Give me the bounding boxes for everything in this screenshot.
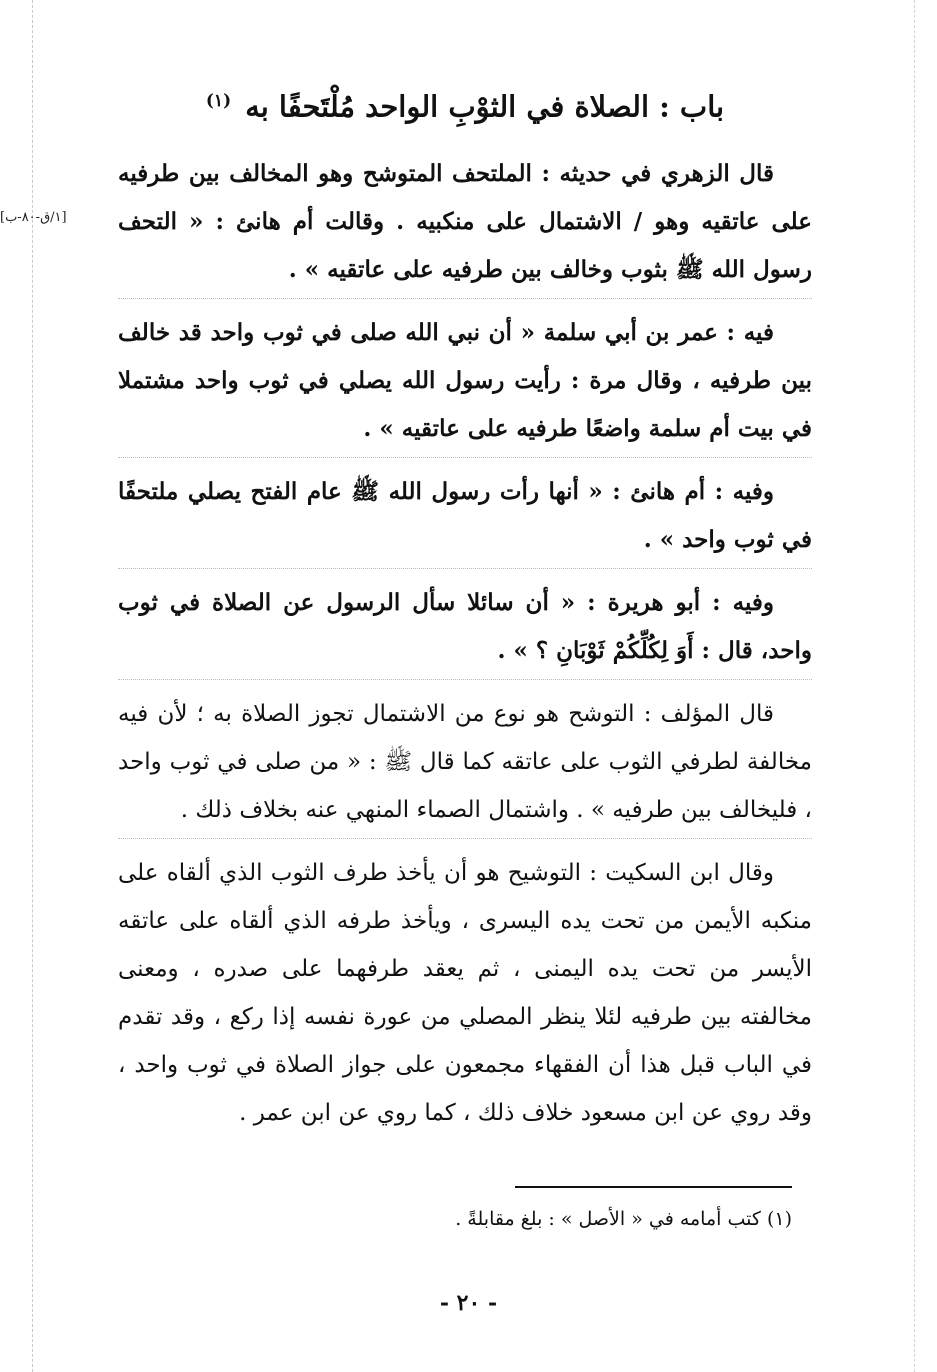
footnote: (١) كتب أمامه في « الأصل » : بلغ مقابلةً . bbox=[455, 1208, 792, 1230]
page-number: - ٢٠ - bbox=[439, 1290, 498, 1316]
scan-edge-right bbox=[914, 0, 915, 1372]
paragraph-umar-ibn-abi-salama: فيه : عمر بن أبي سلمة « أن نبي الله صلى في ثوب واحد قد خالف بين طرفيه ، وقال مرة : رأيت رسول الله يصلي في ثوب واحد مشتملا في بيت أم سلمة واضعًا طرفيه على عاتقيه » . bbox=[118, 309, 812, 458]
paragraph-zuhri: قال الزهري في حديثه : الملتحف المتوشح وهو المخالف بين طرفيه على عاتقيه وهو / الاشتمال على منكبيه . وقالت أم هانئ : « التحف رسول الله ﷺ بثوب وخالف بين طرفيه على عاتقيه » . bbox=[118, 150, 812, 299]
paragraph-umm-hani: وفيه : أم هانئ : « أنها رأت رسول الله ﷺ عام الفتح يصلي ملتحفًا في ثوب واحد » . bbox=[118, 468, 812, 569]
chapter-title bbox=[118, 78, 812, 130]
chapter-title-footnote-ref: (١) bbox=[205, 91, 232, 111]
manuscript-folio-note: [١/ق-٨٠-ب] bbox=[0, 210, 67, 225]
paragraph-abu-hurayra: وفيه : أبو هريرة : « أن سائلا سأل الرسول عن الصلاة في ثوب واحد، قال : أَوَ لِكُلِّكُمْ ثَوْبَانِ ؟ » . bbox=[118, 579, 812, 680]
chapter-title-text: باب : الصلاة في الثوْبِ الواحد مُلْتَحفًا به bbox=[245, 89, 725, 124]
footnote-separator bbox=[515, 1186, 792, 1188]
paragraph-ibn-al-sikkit: وقال ابن السكيت : التوشيح هو أن يأخذ طرف الثوب الذي ألقاه على منكبه الأيمن من تحت يده اليسرى ، ويأخذ طرفه الذي ألقاه على عاتقه الأيسر من تحت يده اليمنى ، ثم يعقد طرفهما على صدره ، ومعنى مخالفته بين طرفيه لئلا ينظر المصلي من عورة نفسه إذا ركع ، وقد تقدم في الباب قبل هذا أن الفقهاء مجمعون على جواز الصلاة في ثوب واحد ، وقد روي عن ابن مسعود خلاف ذلك ، كما روي عن ابن عمر . bbox=[118, 859, 812, 1126]
scan-edge-left bbox=[32, 0, 33, 1372]
page-body bbox=[118, 78, 812, 1147]
paragraph-author-commentary: قال المؤلف : التوشح هو نوع من الاشتمال تجوز الصلاة به ؛ لأن فيه مخالفة لطرفي الثوب على عاتقه كما قال ﷺ : « من صلى في ثوب واحد ، فليخالف بين طرفيه » . واشتمال الصماء المنهي عنه بخلاف ذلك . bbox=[118, 690, 812, 839]
